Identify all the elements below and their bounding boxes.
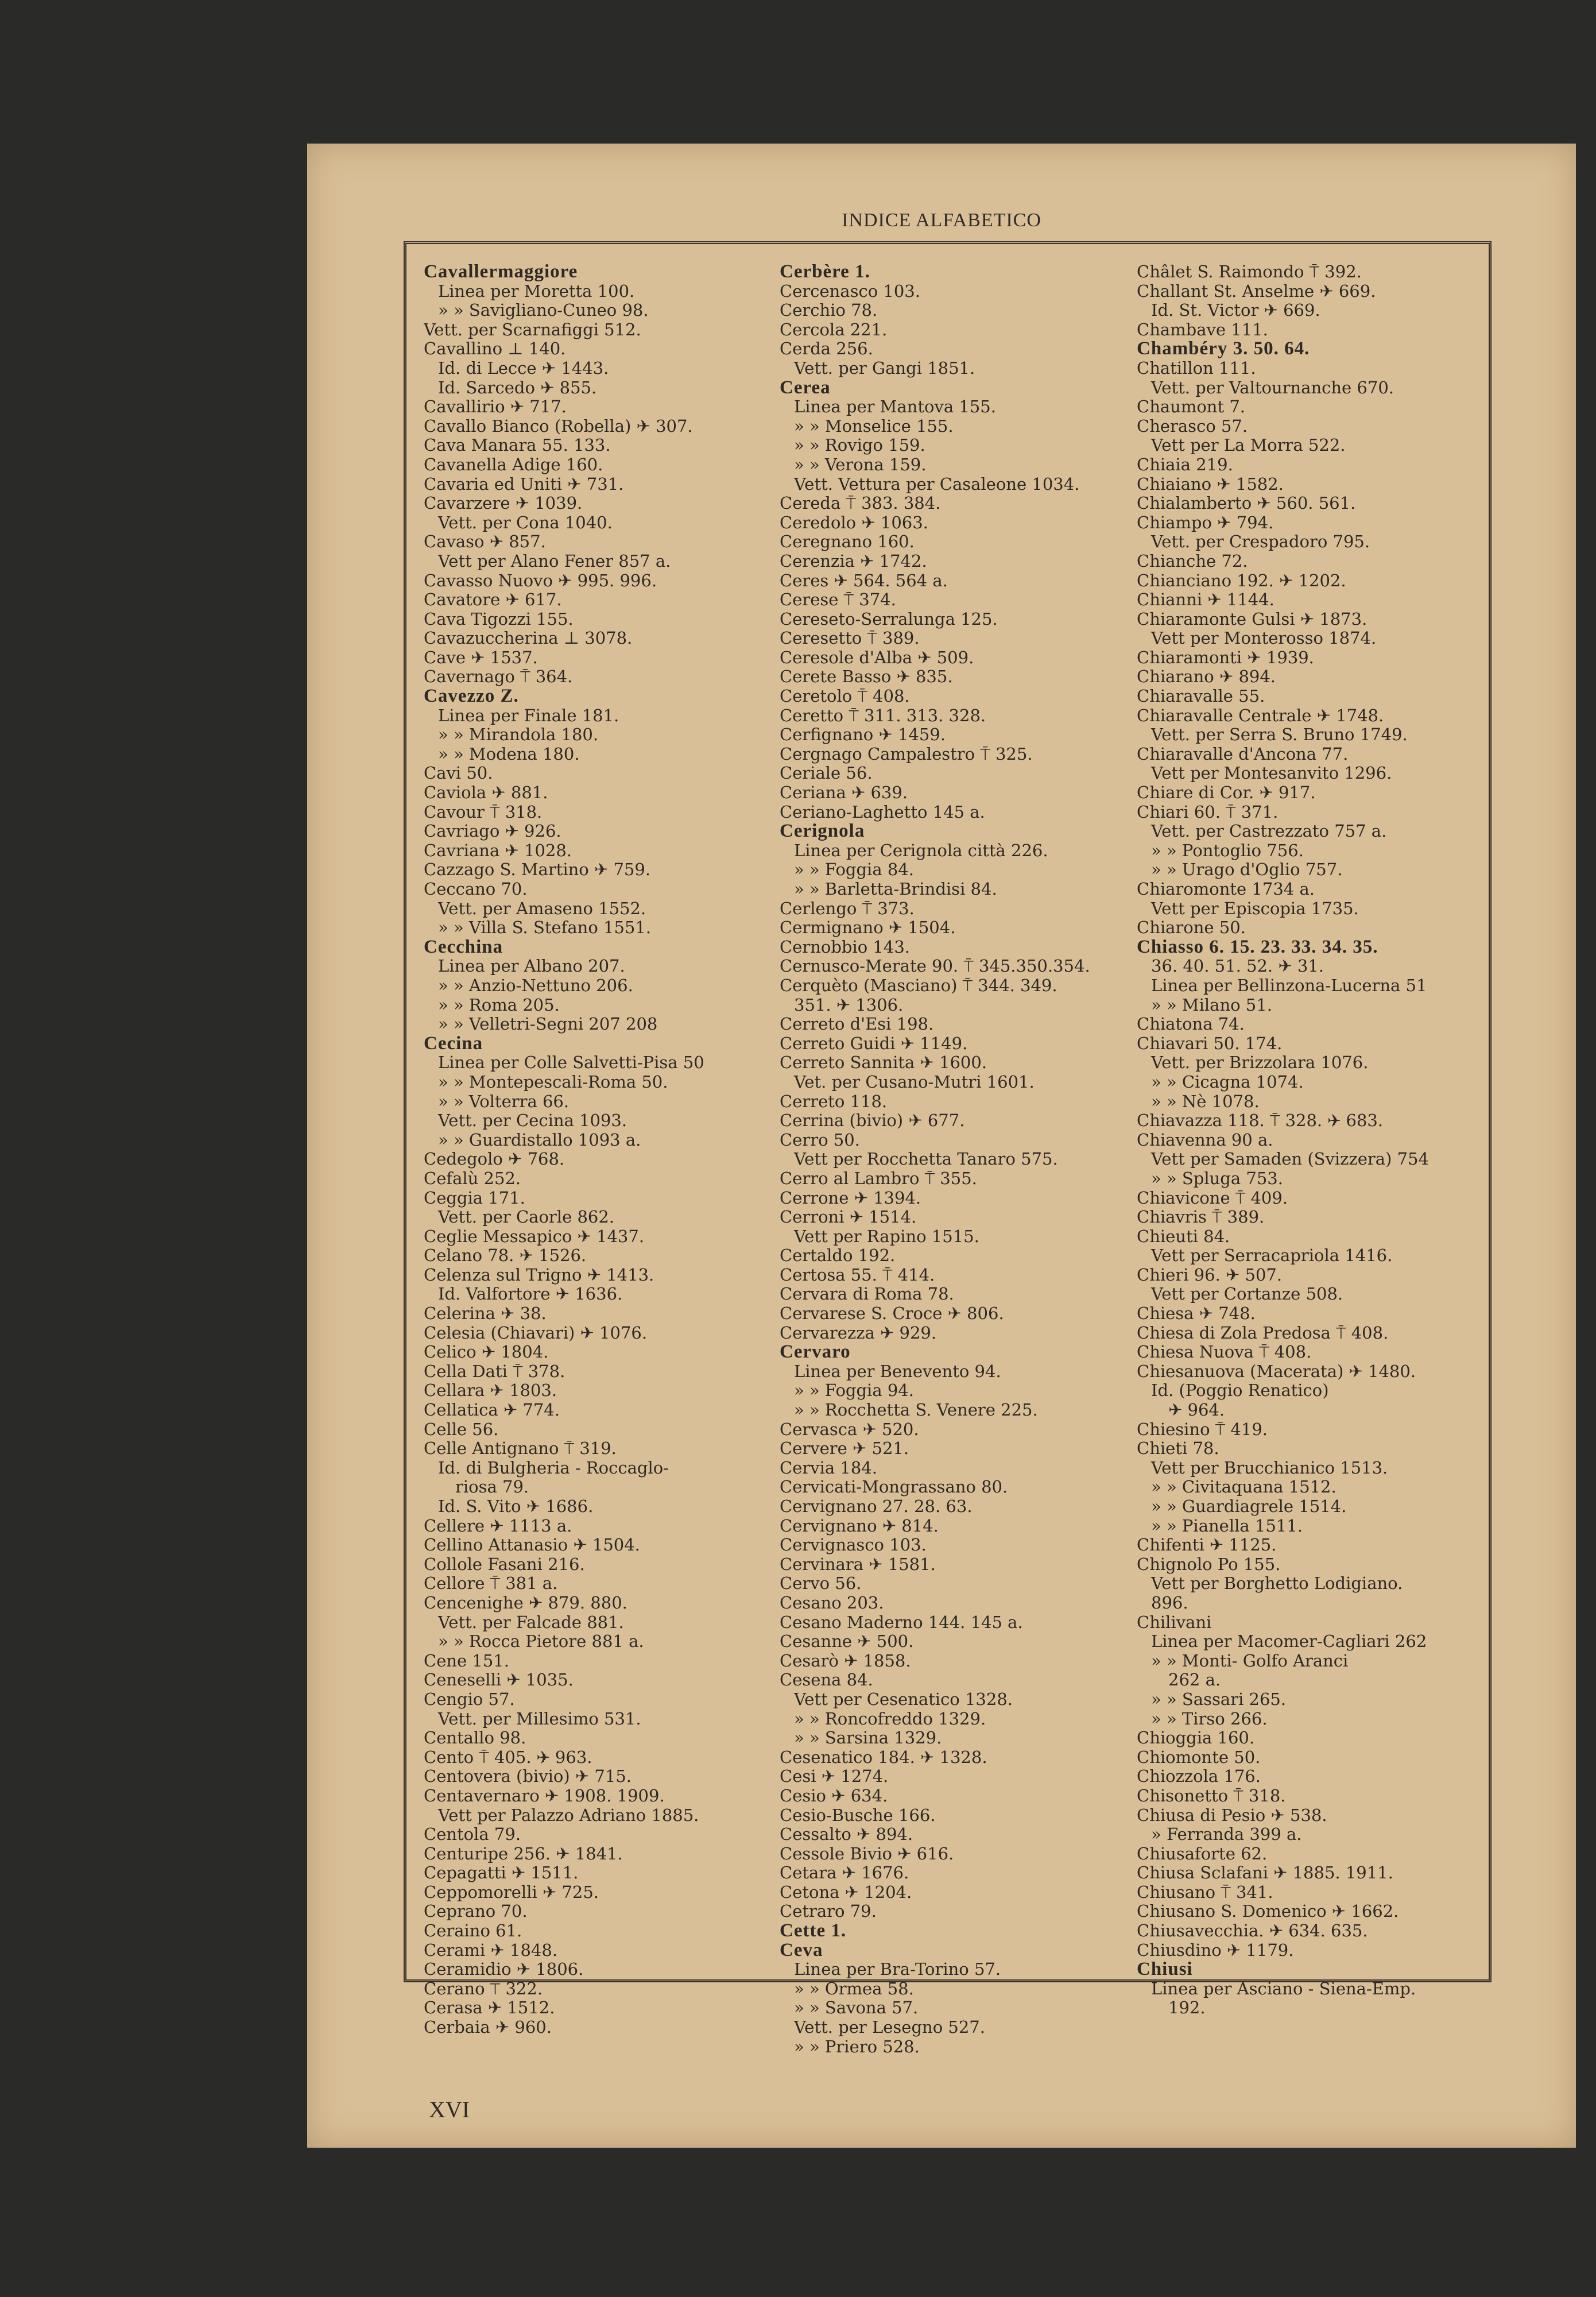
index-entry: Vett. per Brizzolara 1076. <box>1151 1053 1369 1073</box>
index-entry: Ceneselli ✈ 1035. <box>424 1670 574 1690</box>
book-page <box>307 144 1576 2148</box>
index-entry: » » Anzio-Nettuno 206. <box>438 975 633 995</box>
index-entry: Cervere ✈ 521. <box>780 1438 909 1459</box>
index-entry: Vett. per Lesegno 527. <box>794 2017 985 2037</box>
index-entry: Vett per Palazzo Adriano 1885. <box>438 1805 699 1825</box>
index-entry: Vett. per Crespadoro 795. <box>1151 532 1370 552</box>
index-entry: Cella Dati ⍑ 378. <box>424 1361 565 1381</box>
index-entry: Cetara ✈ 1676. <box>780 1863 909 1883</box>
page-header: INDICE ALFABETICO <box>842 210 1041 231</box>
index-entry: Cervo 56. <box>780 1573 862 1594</box>
index-heading: Cerignola <box>780 821 865 842</box>
index-entry: Cerrina (bivio) ✈ 677. <box>780 1111 965 1131</box>
index-entry: Vett per Episcopia 1735. <box>1151 898 1359 918</box>
index-entry: Cavazuccherina ⊥ 3078. <box>424 628 633 648</box>
index-entry: Celesia (Chiavari) ✈ 1076. <box>424 1322 648 1343</box>
index-entry: Cavriana ✈ 1028. <box>424 840 572 860</box>
index-heading: Chiasso 6. 15. 23. 33. 34. 35. <box>1137 936 1378 957</box>
index-entry: Challant St. Anselme ✈ 669. <box>1137 281 1376 301</box>
index-entry: Chiatona 74. <box>1137 1014 1245 1034</box>
index-entry: Chianciano 192. ✈ 1202. <box>1137 570 1346 590</box>
index-entry: Chiaravalle 55. <box>1137 686 1265 706</box>
index-entry: Cavanella Adige 160. <box>424 454 603 474</box>
index-entry: Ceprano 70. <box>424 1901 528 1921</box>
index-column-3 <box>1137 262 1481 2018</box>
index-entry: Centuripe 256. ✈ 1841. <box>424 1843 623 1863</box>
index-entry: Cellere ✈ 1113 a. <box>424 1515 572 1536</box>
index-entry: Ceggia 171. <box>424 1188 525 1208</box>
index-heading: Cecchina <box>424 936 503 957</box>
index-entry: Cervarezza ✈ 929. <box>780 1322 937 1343</box>
index-heading: Cavallermaggiore <box>424 262 578 282</box>
index-entry: 36. 40. 51. 52. ✈ 31. <box>1151 956 1324 976</box>
index-entry: Cervignano 27. 28. 63. <box>780 1496 973 1516</box>
index-entry: Cetraro 79. <box>780 1901 877 1921</box>
index-entry: » » Sassari 265. <box>1151 1689 1287 1709</box>
index-entry: Ceresole d'Alba ✈ 509. <box>780 647 974 667</box>
index-entry: Cergnago Campalestro ⍑ 325. <box>780 744 1033 764</box>
index-entry: Chiesa Nuova ⍑ 408. <box>1137 1342 1312 1362</box>
index-entry: Chiaravalle Centrale ✈ 1748. <box>1137 705 1384 725</box>
index-entry: Cesanne ✈ 500. <box>780 1631 914 1652</box>
index-entry: Cerano ⍑ 322. <box>424 1978 543 1998</box>
index-entry: Cesenatico 184. ✈ 1328. <box>780 1747 987 1767</box>
index-entry: Linea per Colle Salvetti-Pisa 50 <box>438 1053 704 1073</box>
index-entry: Cerrone ✈ 1394. <box>780 1188 921 1208</box>
index-entry: Vett. per Caorle 862. <box>438 1207 615 1227</box>
index-entry: Celano 78. ✈ 1526. <box>424 1246 587 1266</box>
index-entry: Caviola ✈ 881. <box>424 783 548 803</box>
index-heading: Cette 1. <box>780 1920 847 1942</box>
index-entry: Cavallirio ✈ 717. <box>424 397 567 417</box>
index-entry: Cerasa ✈ 1512. <box>424 1998 555 2018</box>
index-entry: » » Nè 1078. <box>1151 1091 1260 1111</box>
index-entry: Chiozzola 176. <box>1137 1766 1261 1786</box>
index-entry: » » Verona 159. <box>794 454 927 474</box>
index-entry: Celenza sul Trigno ✈ 1413. <box>424 1264 654 1285</box>
index-entry: Chiaia 219. <box>1137 454 1233 474</box>
index-entry: Chaumont 7. <box>1137 397 1246 417</box>
index-entry: Vett. per Gangi 1851. <box>794 358 975 378</box>
index-entry: » » Urago d'Oglio 757. <box>1151 860 1343 880</box>
index-entry: Cengio 57. <box>424 1689 515 1709</box>
index-entry: Cellino Attanasio ✈ 1504. <box>424 1535 640 1555</box>
index-entry: Chiaiano ✈ 1582. <box>1137 474 1284 494</box>
index-entry: » Ferranda 399 a. <box>1151 1824 1302 1844</box>
index-entry: Centola 79. <box>424 1824 521 1844</box>
index-entry: Id. di Lecce ✈ 1443. <box>438 358 609 378</box>
index-entry: Chiesanuova (Macerata) ✈ 1480. <box>1137 1361 1416 1381</box>
index-entry: » » Rovigo 159. <box>794 435 925 455</box>
index-entry: Cervasca ✈ 520. <box>780 1419 919 1439</box>
index-entry: Certosa 55. ⍑ 414. <box>780 1264 935 1285</box>
index-entry: Ceriana ✈ 639. <box>780 783 908 803</box>
index-entry: Chiampo ✈ 794. <box>1137 512 1274 532</box>
index-entry: Chieti 78. <box>1137 1438 1219 1459</box>
index-entry: Chiari 60. ⍑ 371. <box>1137 802 1279 822</box>
index-entry: Ceretto ⍑ 311. 313. 328. <box>780 705 986 725</box>
index-entry: Ceriale 56. <box>780 763 873 783</box>
index-entry: Cavaso ✈ 857. <box>424 532 546 552</box>
index-entry: » » Rocca Pietore 881 a. <box>438 1631 644 1652</box>
index-entry: Vet. per Cusano-Mutri 1601. <box>794 1072 1035 1092</box>
index-entry: Chiaramonte Gulsi ✈ 1873. <box>1137 609 1368 629</box>
index-entry: » » Priero 528. <box>794 2036 920 2056</box>
index-entry: Cervinara ✈ 1581. <box>780 1554 936 1574</box>
index-entry: Chiomonte 50. <box>1137 1747 1261 1767</box>
index-entry: Chatillon 111. <box>1137 358 1256 378</box>
index-entry: Linea per Finale 181. <box>438 705 619 725</box>
index-entry: Celle 56. <box>424 1419 499 1439</box>
index-entry: Cerreto 118. <box>780 1091 888 1111</box>
index-entry: » » Milano 51. <box>1151 995 1272 1015</box>
index-entry: Cessalto ✈ 894. <box>780 1824 913 1844</box>
index-entry: Cesio-Busche 166. <box>780 1805 936 1825</box>
index-entry: Cerro al Lambro ⍑ 355. <box>780 1168 977 1188</box>
index-entry: » » Ormea 58. <box>794 1978 914 1998</box>
index-entry: Ceres ✈ 564. 564 a. <box>780 570 948 590</box>
index-heading: Cerea <box>780 377 831 398</box>
index-entry: Chiavris ⍑ 389. <box>1137 1207 1265 1227</box>
index-entry: Celle Antignano ⍑ 319. <box>424 1438 617 1459</box>
index-column-1 <box>424 262 768 2037</box>
index-entry: Chiaromonte 1734 a. <box>1137 879 1315 899</box>
index-entry: Cesena 84. <box>780 1670 873 1690</box>
index-entry: Cervia 184. <box>780 1457 877 1478</box>
index-entry: Vett per Samaden (Svizzera) 754 <box>1151 1149 1429 1169</box>
index-frame <box>404 241 1492 2056</box>
index-entry: Cencenighe ✈ 879. 880. <box>424 1592 627 1612</box>
index-entry: Cerchio 78. <box>780 300 878 320</box>
index-entry: Cesio ✈ 634. <box>780 1785 888 1805</box>
index-heading: Cecina <box>424 1033 483 1054</box>
index-entry: Vett. per Castrezzato 757 a. <box>1151 821 1387 841</box>
index-entry: » » Civitaquana 1512. <box>1151 1477 1337 1497</box>
index-entry: Linea per Benevento 94. <box>794 1361 1001 1381</box>
index-entry: Ceregnano 160. <box>780 532 915 552</box>
index-entry: Vett per Brucchianico 1513. <box>1151 1457 1388 1478</box>
index-entry: Cerlengo ⍑ 373. <box>780 898 915 918</box>
index-entry: Cervignano ✈ 814. <box>780 1515 939 1536</box>
index-entry: Certaldo 192. <box>780 1246 896 1266</box>
index-entry: Chiesa di Zola Predosa ⍑ 408. <box>1137 1322 1389 1343</box>
index-entry: Id. di Bulgheria - Roccaglo- <box>438 1457 669 1478</box>
index-entry: Cervicati-Mongrassano 80. <box>780 1477 1008 1497</box>
index-entry: Cessole Bivio ✈ 616. <box>780 1843 954 1863</box>
index-entry: » » Roma 205. <box>438 995 560 1015</box>
index-entry: Chiare di Cor. ✈ 917. <box>1137 783 1316 803</box>
index-entry: Chiavazza 118. ⍑ 328. ✈ 683. <box>1137 1111 1384 1131</box>
index-entry: Chiusavecchia. ✈ 634. 635. <box>1137 1921 1368 1941</box>
index-entry: Cervignasco 103. <box>780 1535 927 1555</box>
index-heading: Cerbère 1. <box>780 262 870 282</box>
index-entry: Chambave 111. <box>1137 319 1268 339</box>
index-entry: Chieri 96. ✈ 507. <box>1137 1264 1283 1285</box>
index-entry: Vett. per Cecina 1093. <box>438 1111 627 1131</box>
index-heading: Cervaro <box>780 1341 851 1363</box>
index-entry: Cesi ✈ 1274. <box>780 1766 889 1786</box>
index-entry: Cerroni ✈ 1514. <box>780 1207 917 1227</box>
index-entry: Vett per Montesanvito 1296. <box>1151 763 1392 783</box>
index-entry: Cereseto-Serralunga 125. <box>780 609 998 629</box>
index-entry: Ceriano-Laghetto 145 a. <box>780 802 985 822</box>
index-entry: Centavernaro ✈ 1908. 1909. <box>424 1785 665 1805</box>
index-entry: » » Guardiagrele 1514. <box>1151 1496 1347 1516</box>
index-entry: Cerda 256. <box>780 339 873 359</box>
index-entry: Cherasco 57. <box>1137 416 1248 436</box>
index-entry: Chilivani <box>1137 1612 1212 1632</box>
index-entry: Id. S. Vito ✈ 1686. <box>438 1496 594 1516</box>
index-entry: Cavallo Bianco (Robella) ✈ 307. <box>424 416 693 436</box>
index-entry: Cerbaia ✈ 960. <box>424 2017 552 2037</box>
index-entry: Vett. per Serra S. Bruno 1749. <box>1151 725 1408 745</box>
index-entry: Vett per La Morra 522. <box>1151 435 1346 455</box>
index-entry: Linea per Albano 207. <box>438 956 625 976</box>
index-entry: Chiusano S. Domenico ✈ 1662. <box>1137 1901 1399 1921</box>
index-entry: Ceramidio ✈ 1806. <box>424 1959 584 1979</box>
index-column-2 <box>780 262 1124 2056</box>
index-entry: Chianni ✈ 1144. <box>1137 590 1275 610</box>
index-entry: Cercola 221. <box>780 319 888 339</box>
index-heading: Chiusi <box>1137 1959 1193 1980</box>
index-entry: » » Villa S. Stefano 1551. <box>438 918 652 938</box>
index-entry: Linea per Mantova 155. <box>794 397 996 417</box>
index-entry: Ceccano 70. <box>424 879 528 899</box>
index-entry: » » Guardistallo 1093 a. <box>438 1130 641 1150</box>
index-entry: » » Savona 57. <box>794 1998 919 2018</box>
index-heading: Chambéry 3. 50. 64. <box>1137 338 1310 359</box>
index-entry: » » Roncofreddo 1329. <box>794 1708 986 1728</box>
index-entry: Chifenti ✈ 1125. <box>1137 1535 1277 1555</box>
index-entry: Linea per Bellinzona-Lucerna 51 <box>1151 975 1427 995</box>
index-entry: 351. ✈ 1306. <box>794 995 904 1015</box>
index-entry: Chiaravalle d'Ancona 77. <box>1137 744 1349 764</box>
index-entry: Chiusdino ✈ 1179. <box>1137 1940 1294 1960</box>
index-entry: Cavasso Nuovo ✈ 995. 996. <box>424 570 657 590</box>
index-entry: Chisonetto ⍑ 318. <box>1137 1785 1286 1805</box>
index-entry: Cervarese S. Croce ✈ 806. <box>780 1304 1004 1324</box>
index-entry: Cavi 50. <box>424 763 493 783</box>
index-entry: Chiusano ⍑ 341. <box>1137 1882 1273 1902</box>
index-entry: Cedegolo ✈ 768. <box>424 1149 565 1169</box>
index-entry: Centovera (bivio) ✈ 715. <box>424 1766 632 1786</box>
index-entry: Cerro 50. <box>780 1130 860 1150</box>
index-entry: Vett. Vettura per Casaleone 1034. <box>794 474 1080 494</box>
index-entry: Chiesa ✈ 748. <box>1137 1304 1256 1324</box>
index-entry: Cavallino ⊥ 140. <box>424 339 566 359</box>
index-entry: Chignolo Po 155. <box>1137 1554 1281 1574</box>
index-entry: » » Foggia 84. <box>794 860 914 880</box>
index-entry: Cavour ⍑ 318. <box>424 802 543 822</box>
index-entry: Cellatica ✈ 774. <box>424 1400 560 1420</box>
index-entry: Vett. per Valtournanche 670. <box>1151 377 1394 397</box>
index-entry: ✈ 964. <box>1168 1400 1225 1420</box>
index-entry: Cesano 203. <box>780 1592 884 1612</box>
index-entry: riosa 79. <box>455 1477 529 1497</box>
index-entry: » » Volterra 66. <box>438 1091 570 1111</box>
index-entry: Vett per Borghetto Lodigiano. <box>1151 1573 1403 1594</box>
index-heading: Ceva <box>780 1939 823 1960</box>
index-entry: Cento ⍑ 405. ✈ 963. <box>424 1747 592 1767</box>
index-entry: Chiesino ⍑ 419. <box>1137 1419 1268 1439</box>
index-entry: Cerami ✈ 1848. <box>424 1940 558 1960</box>
index-entry: Cerese ⍑ 374. <box>780 590 896 610</box>
index-entry: Cavatore ✈ 617. <box>424 590 562 610</box>
index-entry: Cetona ✈ 1204. <box>780 1882 912 1902</box>
index-entry: Id. (Poggio Renatico) <box>1151 1380 1329 1401</box>
index-entry: Celerina ✈ 38. <box>424 1304 547 1324</box>
index-entry: Cermignano ✈ 1504. <box>780 918 956 938</box>
index-entry: Cernobbio 143. <box>780 937 911 957</box>
index-entry: » » Savigliano-Cuneo 98. <box>438 300 649 320</box>
index-entry: Châlet S. Raimondo ⍑ 392. <box>1137 262 1362 281</box>
index-entry: Vett. per Cona 1040. <box>438 512 613 532</box>
index-entry: » » Barletta-Brindisi 84. <box>794 879 997 899</box>
index-entry: Vett per Serracapriola 1416. <box>1151 1246 1393 1266</box>
index-entry: Cavriago ✈ 926. <box>424 821 561 841</box>
index-entry: Cefalù 252. <box>424 1168 521 1188</box>
index-entry: Chiavicone ⍑ 409. <box>1137 1188 1288 1208</box>
index-entry: Ceresetto ⍑ 389. <box>780 628 920 648</box>
index-entry: 192. <box>1168 1998 1206 2018</box>
index-entry: Cernusco-Merate 90. ⍑ 345.350.354. <box>780 956 1090 976</box>
index-entry: Cavarzere ✈ 1039. <box>424 493 583 513</box>
index-entry: Celico ✈ 1804. <box>424 1342 549 1362</box>
index-entry: » » Mirandola 180. <box>438 725 599 745</box>
index-entry: » » Velletri-Segni 207 208 <box>438 1014 658 1034</box>
index-entry: Id. Sarcedo ✈ 855. <box>438 377 597 397</box>
index-entry: Cerreto Guidi ✈ 1149. <box>780 1033 968 1053</box>
index-entry: Cave ✈ 1537. <box>424 647 538 667</box>
index-entry: Cercenasco 103. <box>780 281 920 301</box>
index-entry: Cene 151. <box>424 1650 509 1670</box>
index-entry: Vett per Monterosso 1874. <box>1151 628 1377 648</box>
index-entry: Cervara di Roma 78. <box>780 1284 954 1304</box>
index-entry: Cazzago S. Martino ✈ 759. <box>424 860 651 880</box>
index-entry: » » Tirso 266. <box>1151 1708 1268 1728</box>
index-entry: Cavernago ⍑ 364. <box>424 667 573 687</box>
index-entry: » » Montepescali-Roma 50. <box>438 1072 668 1092</box>
index-entry: Cesarò ✈ 1858. <box>780 1650 911 1670</box>
index-entry: Vett. per Amaseno 1552. <box>438 898 646 918</box>
index-entry: » » Spluga 753. <box>1151 1168 1283 1188</box>
index-entry: Cerreto Sannita ✈ 1600. <box>780 1053 987 1073</box>
index-entry: Chiarano ✈ 894. <box>1137 667 1276 687</box>
index-entry: Id. Valfortore ✈ 1636. <box>438 1284 623 1304</box>
index-entry: Ceredolo ✈ 1063. <box>780 512 928 532</box>
index-entry: Cerquèto (Masciano) ⍑ 344. 349. <box>780 975 1057 995</box>
page-number: XVI <box>429 2097 470 2122</box>
index-entry: Chianche 72. <box>1137 551 1248 571</box>
index-entry: Linea per Moretta 100. <box>438 281 635 301</box>
index-entry: Cereda ⍑ 383. 384. <box>780 493 941 513</box>
index-entry: Chiavenna 90 a. <box>1137 1130 1273 1150</box>
index-entry: Id. St. Victor ✈ 669. <box>1151 300 1320 320</box>
index-entry: Cava Tigozzi 155. <box>424 609 574 629</box>
index-entry: 262 a. <box>1168 1670 1221 1690</box>
index-entry: Vett. per Millesimo 531. <box>438 1708 641 1728</box>
index-entry: » » Foggia 94. <box>794 1380 914 1401</box>
index-entry: » » Rocchetta S. Venere 225. <box>794 1400 1038 1420</box>
index-entry: 896. <box>1151 1592 1188 1612</box>
index-entry: » » Modena 180. <box>438 744 580 764</box>
index-entry: Chiusaforte 62. <box>1137 1843 1268 1863</box>
index-entry: Vett. per Scarnafiggi 512. <box>424 319 641 339</box>
index-entry: Linea per Macomer-Cagliari 262 <box>1151 1631 1427 1652</box>
index-entry: Chialamberto ✈ 560. 561. <box>1137 493 1356 513</box>
index-entry: » » Monselice 155. <box>794 416 954 436</box>
index-entry: Chiusa di Pesio ✈ 538. <box>1137 1805 1327 1825</box>
index-entry: Ceretolo ⍑ 408. <box>780 686 910 706</box>
index-entry: » » Cicagna 1074. <box>1151 1072 1304 1092</box>
index-entry: Linea per Asciano - Siena-Emp. <box>1151 1978 1416 1998</box>
index-entry: Chiarone 50. <box>1137 918 1246 938</box>
index-entry: Chiaramonti ✈ 1939. <box>1137 647 1314 667</box>
index-entry: Vett per Rocchetta Tanaro 575. <box>794 1149 1058 1169</box>
index-entry: Vett per Rapino 1515. <box>794 1226 979 1246</box>
index-entry: Cerreto d'Esi 198. <box>780 1014 934 1034</box>
index-entry: Collole Fasani 216. <box>424 1554 585 1574</box>
index-entry: Cesano Maderno 144. 145 a. <box>780 1612 1023 1632</box>
index-entry: Ceglie Messapico ✈ 1437. <box>424 1226 645 1246</box>
index-entry: Vett. per Falcade 881. <box>438 1612 624 1632</box>
index-entry: Cepagatti ✈ 1511. <box>424 1863 579 1883</box>
index-entry: Linea per Cerignola città 226. <box>794 840 1048 860</box>
index-entry: Cava Manara 55. 133. <box>424 435 611 455</box>
index-entry: Cerfignano ✈ 1459. <box>780 725 946 745</box>
index-entry: Vett per Cesenatico 1328. <box>794 1689 1013 1709</box>
index-entry: Chiavari 50. 174. <box>1137 1033 1283 1053</box>
index-entry: Vett per Cortanze 508. <box>1151 1284 1343 1304</box>
index-entry: » » Sarsina 1329. <box>794 1728 942 1748</box>
index-entry: Ceppomorelli ✈ 725. <box>424 1882 599 1902</box>
index-heading: Cavezzo Z. <box>424 686 519 707</box>
index-entry: Cerete Basso ✈ 835. <box>780 667 953 687</box>
index-entry: Linea per Bra-Torino 57. <box>794 1959 1001 1979</box>
index-entry: » » Pianella 1511. <box>1151 1515 1303 1536</box>
index-entry: Chiusa Sclafani ✈ 1885. 1911. <box>1137 1863 1393 1883</box>
index-entry: Ceraino 61. <box>424 1921 522 1941</box>
index-entry: Cerenzia ✈ 1742. <box>780 551 927 571</box>
index-entry: » » Monti- Golfo Aranci <box>1151 1650 1349 1670</box>
index-entry: Cellara ✈ 1803. <box>424 1380 557 1401</box>
index-entry: Cellore ⍑ 381 a. <box>424 1573 558 1594</box>
index-entry: Cavaria ed Uniti ✈ 731. <box>424 474 624 494</box>
index-entry: Chieuti 84. <box>1137 1226 1230 1246</box>
index-entry: Centallo 98. <box>424 1728 526 1748</box>
index-entry: Vett per Alano Fener 857 a. <box>438 551 671 571</box>
index-entry: Chioggia 160. <box>1137 1728 1255 1748</box>
index-entry: » » Pontoglio 756. <box>1151 840 1304 860</box>
